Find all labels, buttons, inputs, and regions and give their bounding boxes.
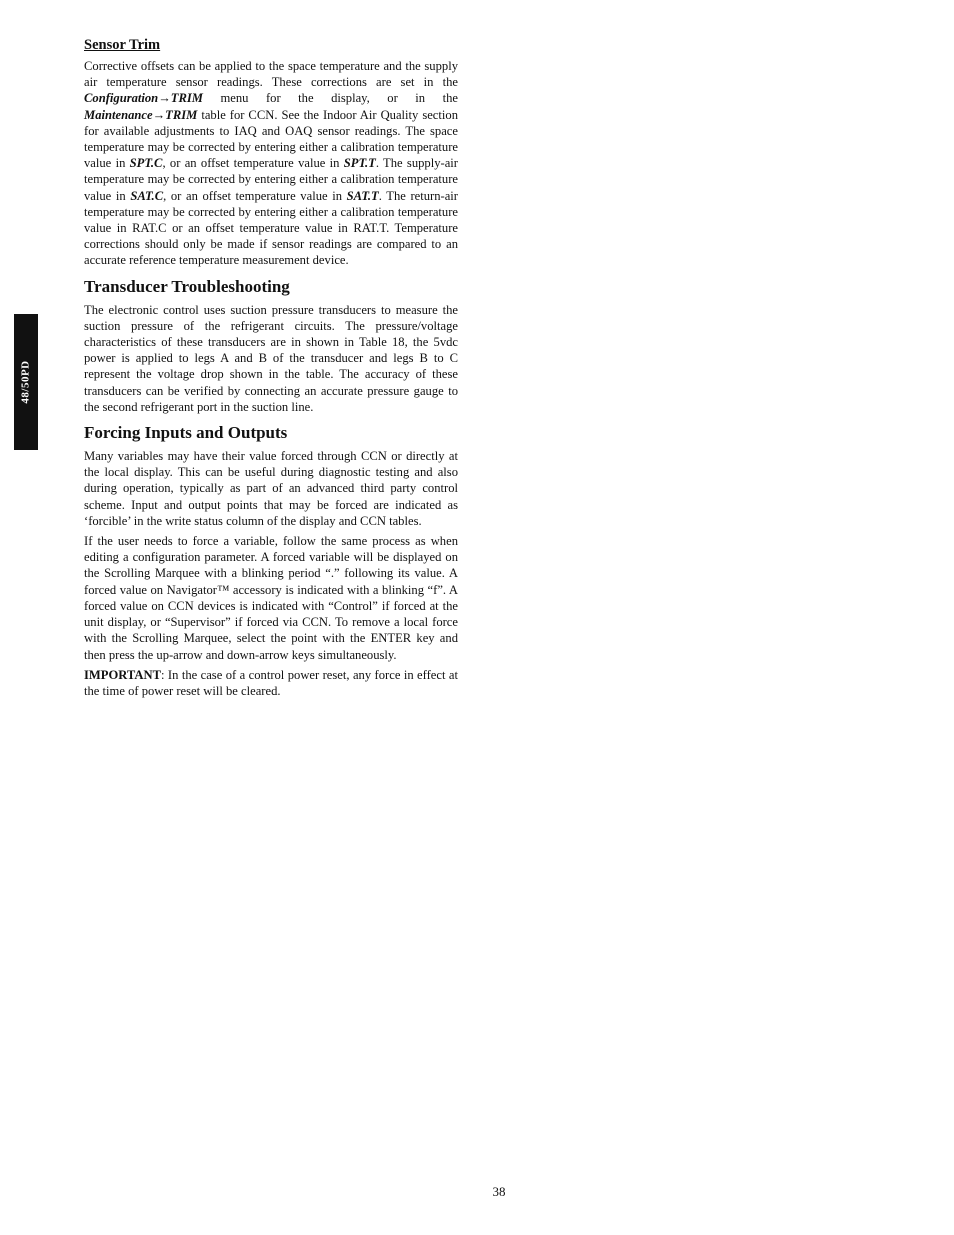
forcing-paragraph-2: If the user needs to force a variable, follow the same process as when editing a configuration parameter. A forced variable will be displayed on the Scrolling Marquee with a blinking period “.” following its value. A forced value on Navigator™ accessory is indicated with a blinking “f”. A forced value on CCN devices is indicated with “Control” if forced at the unit display, or “Supervisor” if forced via CCN. To remove a local force with the Scrolling Marquee, select the point with the ENTER key and then press the up-arrow and down-arrow keys simultaneously. <box>84 534 458 662</box>
important-label: IMPORTANT <box>84 667 161 682</box>
side-tab-label: 48/50PD <box>20 360 33 404</box>
point-spt-c: SPT.C <box>129 156 163 171</box>
point-sat-c: SAT.C <box>130 188 164 203</box>
text-run: table for CCN. See the Indoor Air Quality section for available adjustments to IAQ and OAQ sensor readings. The space temperature may be corrected by entering either a calibration temperature value in <box>84 107 458 171</box>
side-tab <box>14 314 38 450</box>
point-spt-t: SPT.T <box>343 156 376 171</box>
transducer-paragraph: The electronic control uses suction pressure transducers to measure the suction pressure of the refrigerant circuits. The pressure/voltage characteristics of these transducers are in shown in Table 18, the 5vdc power is applied to legs A and B of the transducer and legs B to C represent the voltage drop shown in the table. The accuracy of these transducers can be verified by connecting an accurate pressure gauge to the second refrigerant port in the suction line. <box>84 302 458 414</box>
forcing-paragraph-1: Many variables may have their value forced through CCN or directly at the local display. This can be useful during diagnostic testing and also during operation, typically as part of an advanced third party control scheme. Input and output points that may be forced are indicated as ‘forcible’ in the write status column of the display and CCN tables. <box>84 449 458 528</box>
text-run: , or an offset temperature value in <box>162 156 344 171</box>
text-run: . The return-air temperature may be corrected by entering either a calibration temperature value in RAT.C or an offset temperature value in RAT.T. Temperature corrections should only be made if sensor readings are compared to an accurate reference temperature measurement device. <box>84 188 459 268</box>
sensor-trim-paragraph <box>84 58 458 269</box>
text-run: menu for the display, or in the <box>202 91 458 106</box>
sensor-trim-heading: Sensor Trim <box>84 37 161 53</box>
text-run: Corrective offsets can be applied to the space temperature and the supply air temperature sensor readings. These corrections are set in the <box>84 59 458 90</box>
important-text: : In the case of a control power reset, any force in effect at the time of power reset will be cleared. <box>84 667 458 698</box>
forcing-heading: Forcing Inputs and Outputs <box>84 423 288 443</box>
menu-path-config-trim: Configuration→TRIM <box>84 91 203 106</box>
page-number: 38 <box>492 1184 506 1199</box>
point-sat-t: SAT.T <box>346 188 379 203</box>
text-column <box>84 36 458 703</box>
text-run: , or an offset temperature value in <box>163 188 347 203</box>
text-run: . The supply-air temperature may be corrected by entering either a calibration temperature value in <box>84 156 458 203</box>
transducer-heading: Transducer Troubleshooting <box>84 276 290 296</box>
important-note <box>84 667 458 699</box>
menu-path-maint-trim: Maintenance→TRIM <box>84 107 198 122</box>
